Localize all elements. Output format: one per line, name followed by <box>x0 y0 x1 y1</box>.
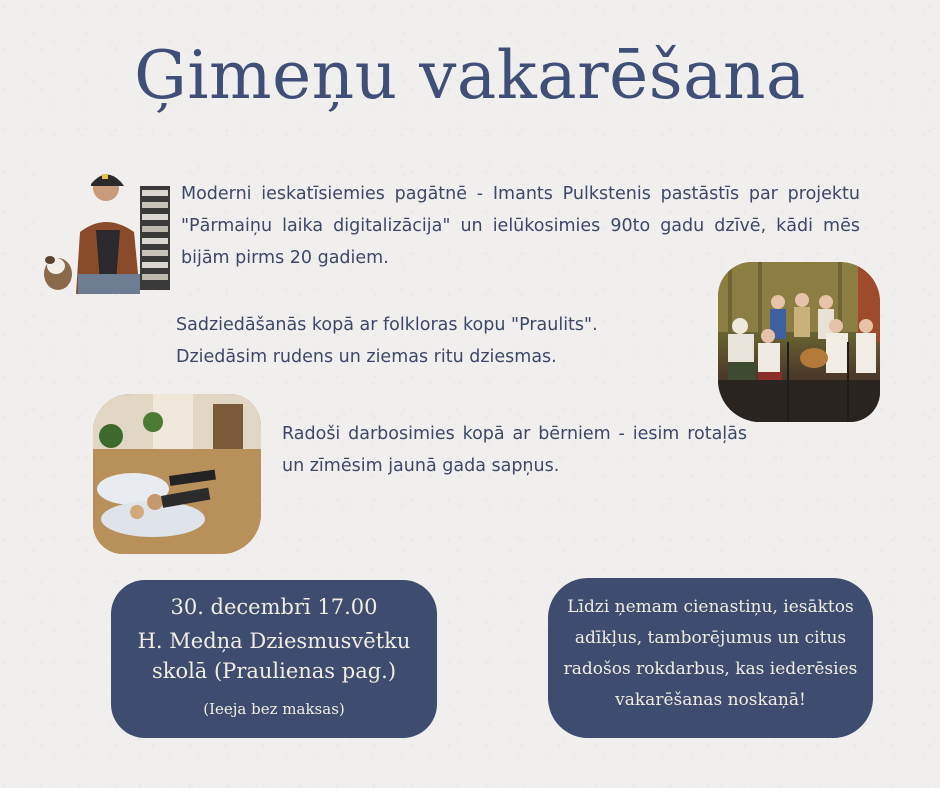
folklore-group-illustration <box>718 262 880 422</box>
event-entry-note: (Ieeja bez maksas) <box>203 700 345 718</box>
paragraph-digitalization-project: Moderni ieskatīsiemies pagātnē - Imants Pulkstenis pastāstīs par projektu "Pārmaiņu laika digitalizācija" un ielūkosimies 90to gadu dzīvē, kādi mēs bijām pirms 20 gadiem. <box>181 184 860 268</box>
event-details-box <box>111 580 437 738</box>
paragraph-children-activities: Radoši darbosimies kopā ar bērniem - iesim rotaļās un zīmēsim jaunā gada sapņus. <box>282 424 747 476</box>
bring-along-text: Līdzi ņemam cienastiņu, iesāktos adīkļus, tamborējumus un citus radošos rokdarbus, kas iederēsies vakarēšanas noskaņā! <box>563 597 858 710</box>
bring-along-box <box>548 578 873 738</box>
paragraph-folklore-singing <box>176 309 721 373</box>
event-date-time: 30. decembrī 17.00 <box>170 595 378 619</box>
photo-folklore-group <box>718 262 880 422</box>
folklore-line-1: Sadziedāšanās kopā ar folkloras kopu "Praulits". <box>176 315 598 335</box>
page-title: Ģimeņu vakarēšana <box>134 37 806 114</box>
event-venue: H. Medņa Dziesmusvētku skolā (Praulienas pag.) <box>137 629 411 683</box>
children-playing-illustration <box>93 394 261 554</box>
photo-children-playing <box>93 394 261 554</box>
folklore-line-2: Dziedāsim rudens un ziemas ritu dziesmas. <box>176 347 557 367</box>
man-with-cassettes-illustration <box>36 162 176 294</box>
photo-man-with-cassettes <box>36 162 176 294</box>
